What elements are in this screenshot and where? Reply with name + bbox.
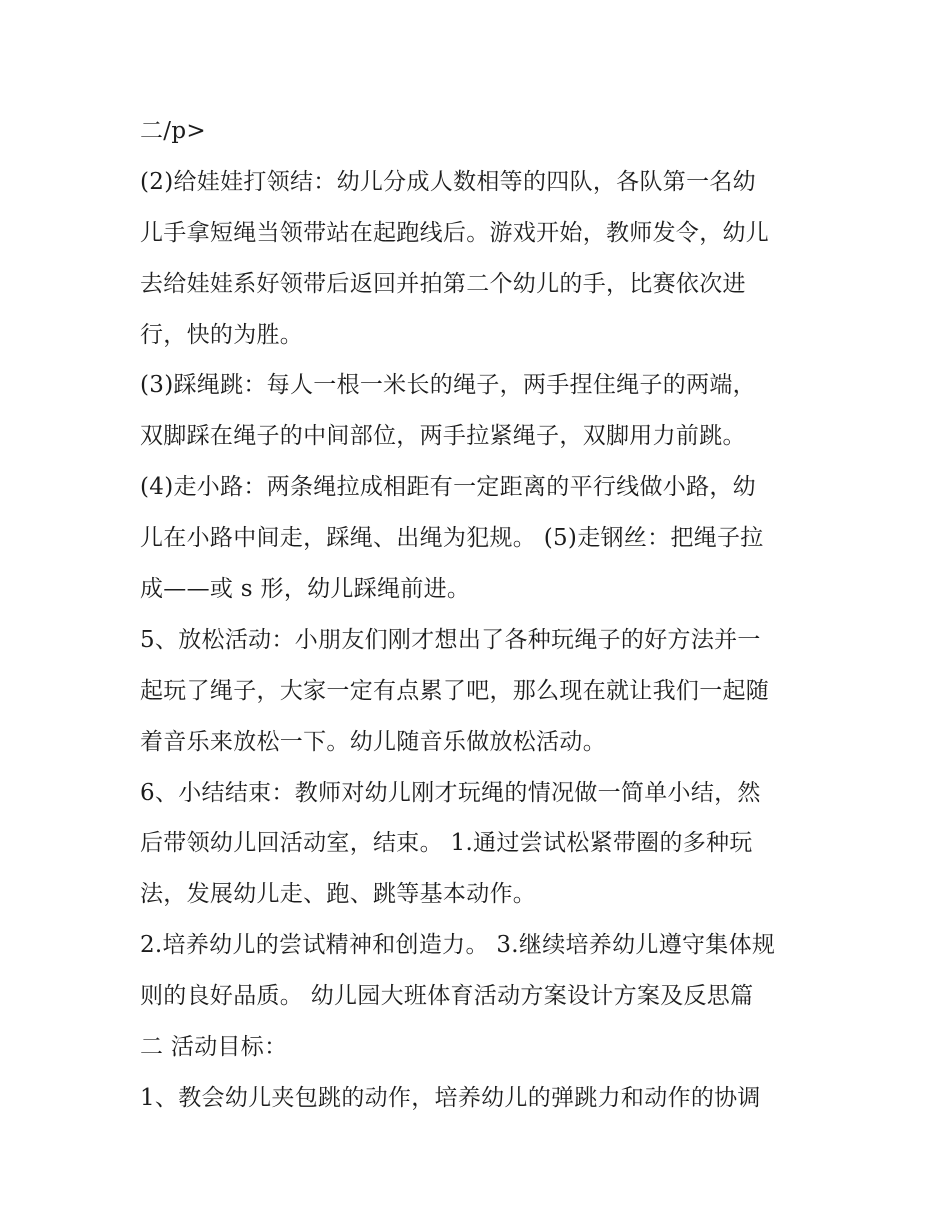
- text-line: 双脚踩在绳子的中间部位，两手拉紧绳子，双脚用力前跳。: [140, 423, 746, 450]
- text-line: (3)踩绳跳：每人一根一米长的绳子，两手捏住绳子的两端，: [140, 372, 756, 399]
- text-line: 儿手拿短绳当领带站在起跑线后。游戏开始，教师发令，幼儿: [140, 219, 770, 246]
- text-line: 成——或 s 形，幼儿踩绳前进。: [140, 576, 471, 603]
- text-line: 2.培养幼儿的尝试精神和创造力。 3.继续培养幼儿遵守集体规: [140, 932, 776, 959]
- text-line: 二/p>: [140, 118, 206, 144]
- text-line: 儿在小路中间走，踩绳、出绳为犯规。 (5)走钢丝：把绳子拉: [140, 525, 764, 552]
- document-body: [140, 106, 820, 1124]
- text-line: 法，发展幼儿走、跑、跳等基本动作。: [140, 881, 537, 908]
- text-line: 后带领幼儿回活动室，结束。 1.通过尝试松紧带圈的多种玩: [140, 830, 753, 857]
- text-line: 则的良好品质。 幼儿园大班体育活动方案设计方案及反思篇: [140, 983, 754, 1010]
- text-line: (2)给娃娃打领结：幼儿分成人数相等的四队，各队第一名幼: [140, 168, 756, 195]
- text-line: 1、教会幼儿夹包跳的动作，培养幼儿的弹跳力和动作的协调: [140, 1084, 761, 1111]
- text-line: 二 活动目标：: [140, 1034, 288, 1061]
- text-line: 行，快的为胜。: [140, 321, 304, 348]
- text-line: 6、小结结束：教师对幼儿刚才玩绳的情况做一简单小结，然: [140, 779, 761, 806]
- text-line: 5、放松活动：小朋友们刚才想出了各种玩绳子的好方法并一: [140, 626, 761, 653]
- text-line: 去给娃娃系好领带后返回并拍第二个幼儿的手，比赛依次进: [140, 270, 746, 297]
- text-line: (4)走小路：两条绳拉成相距有一定距离的平行线做小路，幼: [140, 474, 756, 501]
- text-line: 起玩了绳子，大家一定有点累了吧，那么现在就让我们一起随: [140, 677, 770, 704]
- text-line: 着音乐来放松一下。幼儿随音乐做放松活动。: [140, 728, 606, 755]
